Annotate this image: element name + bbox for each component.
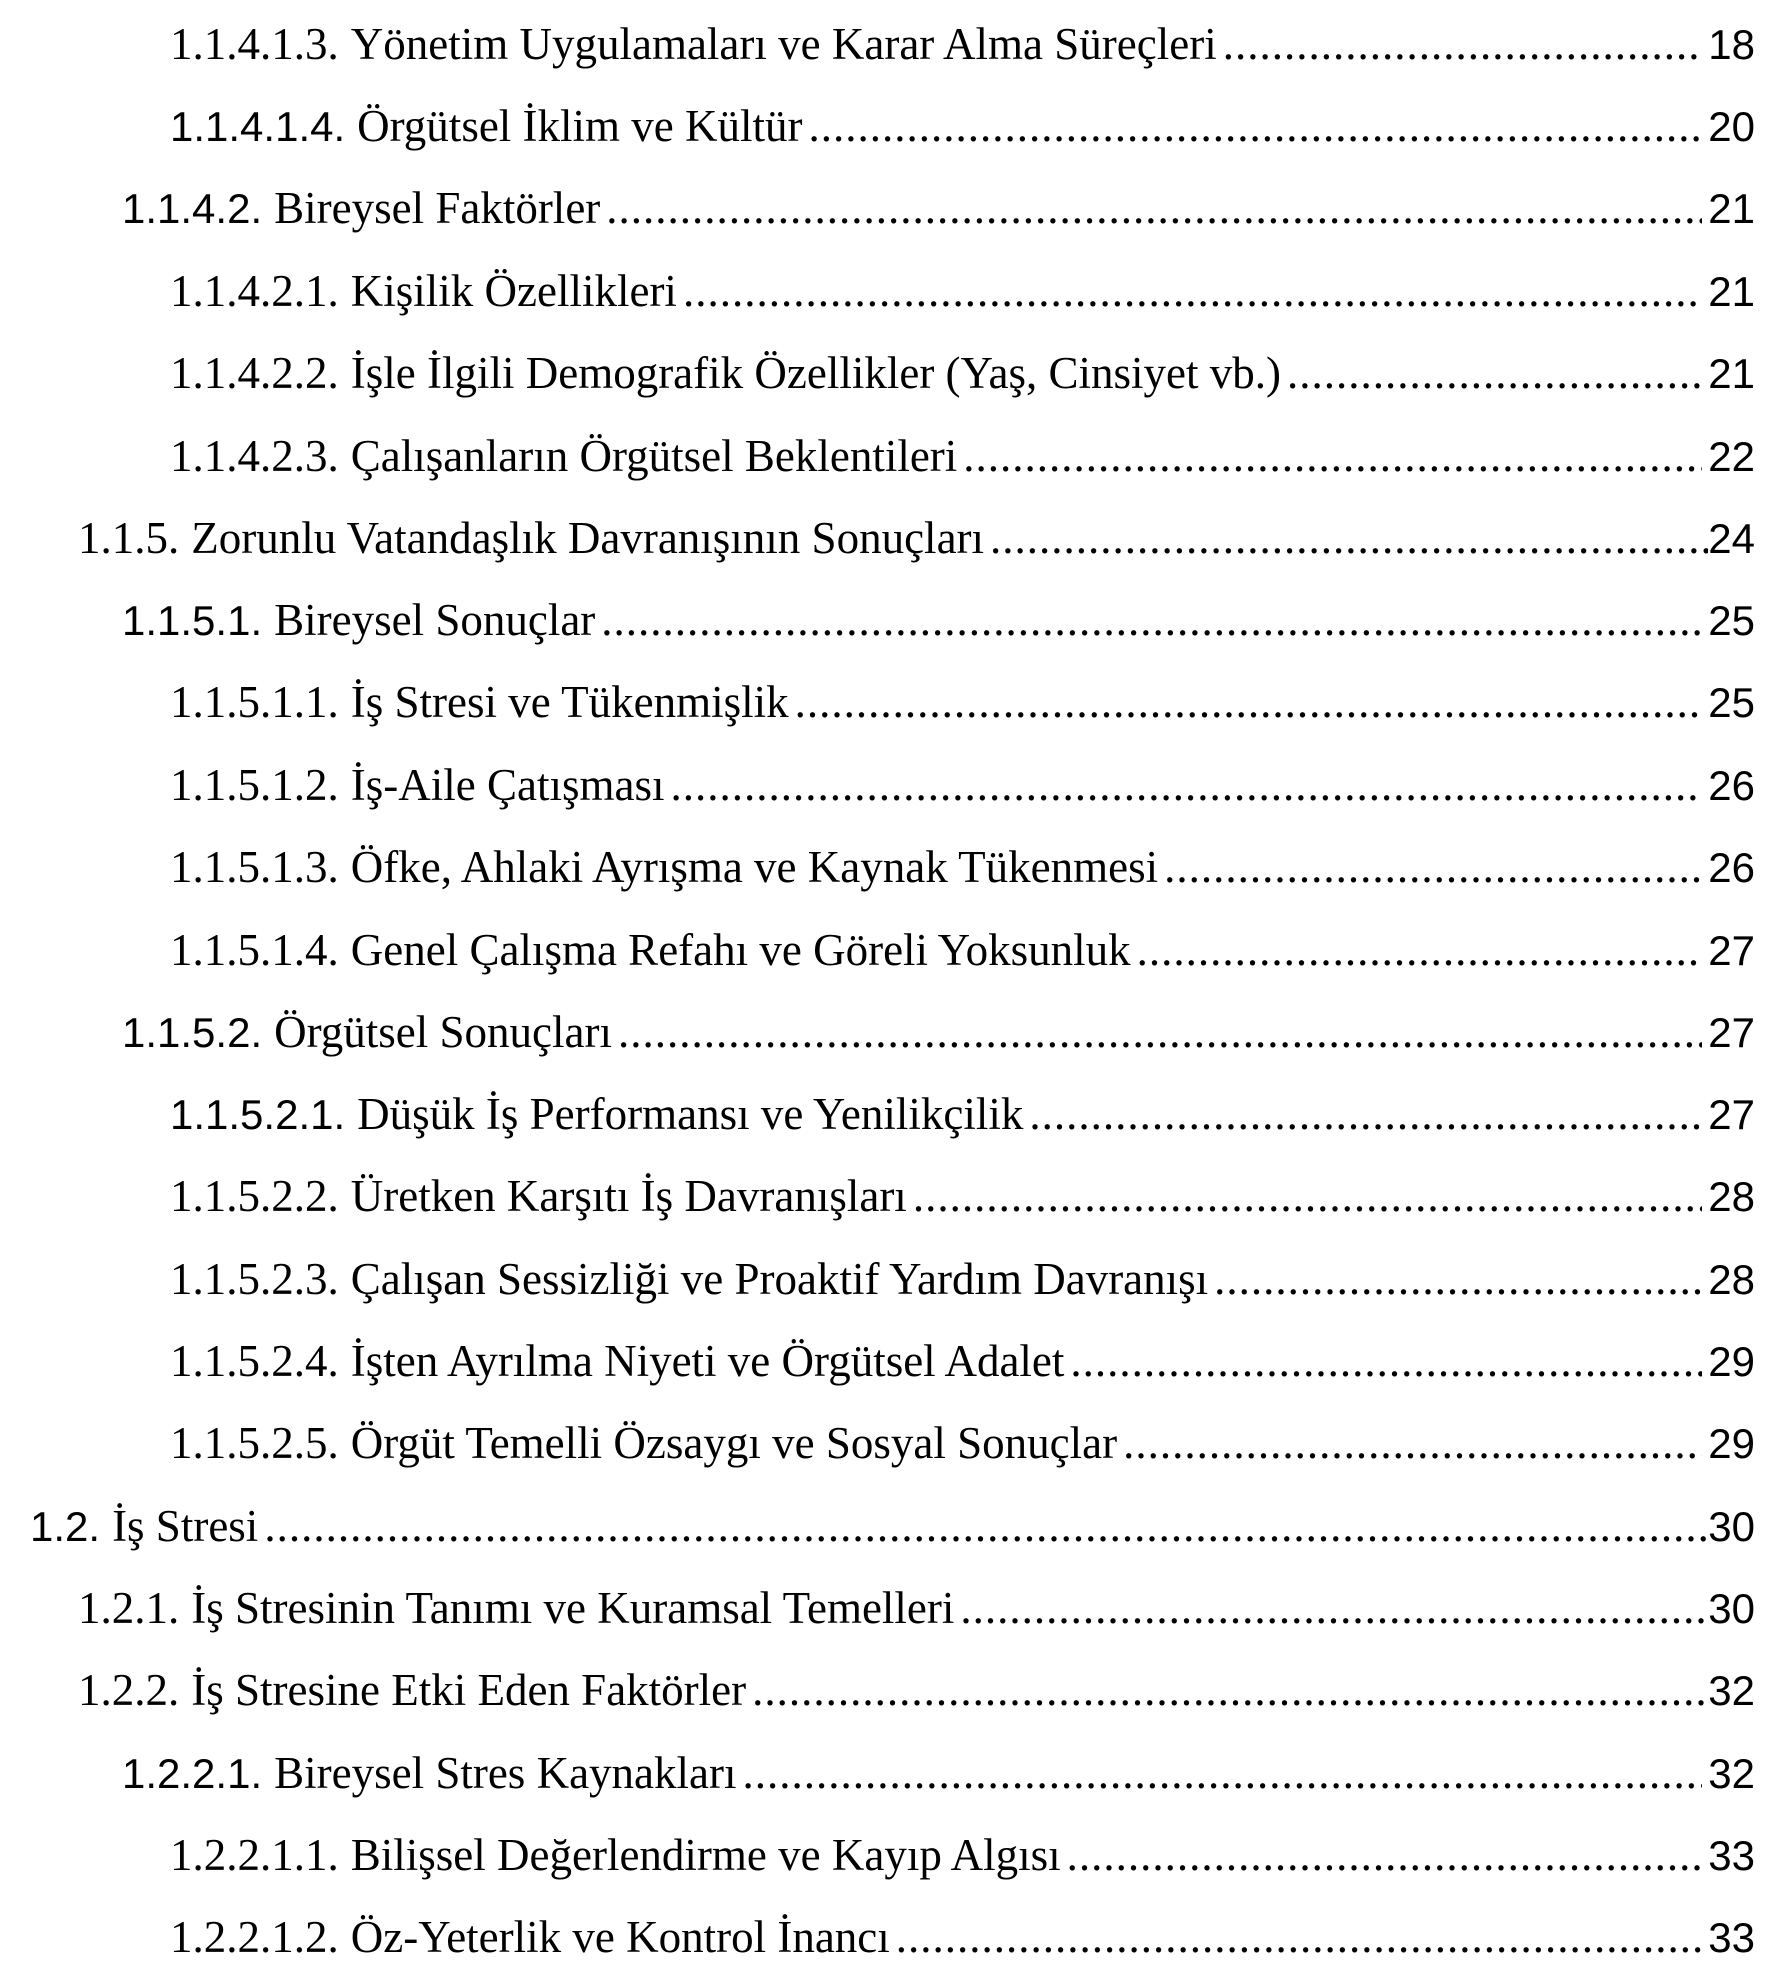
- toc-entry-page: 21: [1708, 268, 1755, 315]
- toc-entry-number: 1.1.4.2.3.: [170, 431, 339, 481]
- toc-entry-page: 30: [1708, 1503, 1755, 1550]
- toc-entry-title: Bireysel Sonuçlar: [274, 595, 596, 645]
- toc-entry-number: 1.2.2.1.: [122, 1750, 263, 1797]
- dot-leader: [1164, 837, 1702, 897]
- toc-entry-page: 25: [1708, 597, 1755, 644]
- toc-entry-page: 33: [1708, 1832, 1755, 1879]
- toc-entry-title: İşle İlgili Demografik Özellikler (Yaş, Cinsiyet vb.): [350, 348, 1282, 398]
- toc-entry-number: 1.1.5.1.: [122, 597, 263, 644]
- dot-leader: [1070, 1331, 1702, 1391]
- toc-entry-number: 1.1.5.1.2.: [170, 760, 339, 810]
- toc-entry-page: 30: [1708, 1585, 1755, 1632]
- toc-entry-page: 27: [1708, 927, 1755, 974]
- toc-entry[interactable]: [122, 1002, 1755, 1062]
- dot-leader: [752, 1660, 1708, 1720]
- toc-entry[interactable]: [170, 1249, 1755, 1309]
- toc-entry-number: 1.1.5.2.: [122, 1009, 263, 1056]
- toc-entry-number: 1.1.5.1.3.: [170, 842, 339, 892]
- toc-entry-number: 1.1.4.2.: [122, 185, 263, 232]
- dot-leader: [683, 261, 1702, 321]
- dot-leader: [1029, 1084, 1702, 1144]
- toc-entry-number: 1.1.5.2.4.: [170, 1336, 339, 1386]
- toc-entry-number: 1.1.5.: [78, 513, 180, 563]
- dot-leader: [601, 590, 1702, 650]
- toc-entry-title: Bireysel Faktörler: [274, 183, 601, 233]
- toc-entry-title: Öz-Yeterlik ve Kontrol İnancı: [350, 1912, 890, 1962]
- toc-entry[interactable]: [122, 1743, 1755, 1803]
- toc-entry[interactable]: [122, 178, 1755, 238]
- toc-entry[interactable]: [170, 1331, 1755, 1391]
- toc-entry-title: Üretken Karşıtı İş Davranışları: [350, 1171, 907, 1221]
- dot-leader: [896, 1907, 1702, 1967]
- dot-leader: [606, 178, 1702, 238]
- toc-entry[interactable]: [30, 1496, 1755, 1556]
- toc-entry-number: 1.2.2.1.2.: [170, 1912, 339, 1962]
- toc-entry-number: 1.2.2.: [78, 1665, 180, 1715]
- toc-entry-page: 20: [1708, 103, 1755, 150]
- toc-entry-number: 1.1.5.1.4.: [170, 925, 339, 975]
- toc-entry-number: 1.1.4.2.2.: [170, 348, 339, 398]
- toc-entry[interactable]: [170, 1907, 1755, 1967]
- toc-entry[interactable]: [122, 590, 1755, 650]
- toc-entry[interactable]: [170, 1084, 1755, 1144]
- toc-entry-number: 1.1.4.2.1.: [170, 266, 339, 316]
- toc-entry-title: Örgütsel İklim ve Kültür: [357, 101, 803, 151]
- dot-leader: [963, 426, 1702, 486]
- toc-entry-page: 29: [1708, 1338, 1755, 1385]
- toc-entry-title: Düşük İş Performansı ve Yenilikçilik: [357, 1089, 1024, 1139]
- toc-entry[interactable]: [170, 672, 1755, 732]
- toc-entry-page: 24: [1708, 515, 1755, 562]
- dot-leader: [913, 1166, 1702, 1226]
- toc-entry-title: Bilişsel Değerlendirme ve Kayıp Algısı: [350, 1830, 1061, 1880]
- toc-entry-page: 28: [1708, 1256, 1755, 1303]
- toc-entry-page: 26: [1708, 762, 1755, 809]
- dot-leader: [1214, 1249, 1702, 1309]
- toc-entry-number: 1.2.: [30, 1503, 101, 1550]
- dot-leader: [618, 1002, 1702, 1062]
- toc-entry-page: 25: [1708, 679, 1755, 726]
- toc-entry[interactable]: [170, 1825, 1755, 1885]
- toc-entry-title: İş-Aile Çatışması: [350, 760, 665, 810]
- toc-entry-page: 27: [1708, 1009, 1755, 1056]
- dot-leader: [809, 96, 1703, 156]
- dot-leader: [1067, 1825, 1703, 1885]
- toc-entry-title: Kişilik Özellikleri: [350, 266, 677, 316]
- toc-entry-number: 1.2.2.1.1.: [170, 1830, 339, 1880]
- toc-entry-page: 22: [1708, 433, 1755, 480]
- toc-entry-title: Çalışan Sessizliği ve Proaktif Yardım Davranışı: [350, 1254, 1209, 1304]
- toc-entry-title: Öfke, Ahlaki Ayrışma ve Kaynak Tükenmesi: [350, 842, 1159, 892]
- dot-leader: [1287, 343, 1702, 403]
- toc-entry-title: İşten Ayrılma Niyeti ve Örgütsel Adalet: [350, 1336, 1065, 1386]
- dot-leader: [264, 1496, 1708, 1556]
- toc-entry-page: 29: [1708, 1420, 1755, 1467]
- toc-entry-page: 32: [1708, 1750, 1755, 1797]
- dot-leader: [670, 755, 1702, 815]
- toc-entry-number: 1.1.4.1.3.: [170, 19, 339, 69]
- toc-entry-title: İş Stresine Etki Eden Faktörler: [191, 1665, 747, 1715]
- toc-entry[interactable]: [170, 14, 1755, 74]
- toc-entry[interactable]: [78, 508, 1755, 568]
- toc-entry-title: İş Stresi: [112, 1501, 259, 1551]
- toc-entry[interactable]: [78, 1660, 1755, 1720]
- toc-entry-title: Örgütsel Sonuçları: [274, 1007, 612, 1057]
- dot-leader: [795, 672, 1703, 732]
- toc-entry-title: Örgüt Temelli Özsaygı ve Sosyal Sonuçlar: [350, 1418, 1118, 1468]
- toc-entry-page: 32: [1708, 1667, 1755, 1714]
- toc-entry-number: 1.1.5.2.5.: [170, 1418, 339, 1468]
- toc-entry[interactable]: [170, 837, 1755, 897]
- toc-entry[interactable]: [78, 1578, 1755, 1638]
- toc-entry[interactable]: [170, 426, 1755, 486]
- toc-entry[interactable]: [170, 920, 1755, 980]
- toc-entry[interactable]: [170, 261, 1755, 321]
- toc-entry-title: İş Stresinin Tanımı ve Kuramsal Temelleri: [191, 1583, 955, 1633]
- toc-entry-title: Çalışanların Örgütsel Beklentileri: [350, 431, 958, 481]
- dot-leader: [960, 1578, 1708, 1638]
- toc-entry-page: 27: [1708, 1091, 1755, 1138]
- toc-entry-page: 21: [1708, 185, 1755, 232]
- dot-leader: [990, 508, 1708, 568]
- toc-entry-title: İş Stresi ve Tükenmişlik: [350, 677, 789, 727]
- toc-entry[interactable]: [170, 96, 1755, 156]
- toc-entry-page: 21: [1708, 350, 1755, 397]
- toc-entry[interactable]: [170, 343, 1755, 403]
- dot-leader: [1223, 14, 1703, 74]
- toc-entry-number: 1.1.5.2.1.: [170, 1091, 346, 1138]
- dot-leader: [742, 1743, 1702, 1803]
- toc-entry-title: Bireysel Stres Kaynakları: [274, 1748, 737, 1798]
- toc-entry-number: 1.1.5.2.2.: [170, 1171, 339, 1221]
- toc-entry-title: Genel Çalışma Refahı ve Göreli Yoksunluk: [350, 925, 1131, 975]
- toc-entry-page: 28: [1708, 1173, 1755, 1220]
- toc-entry[interactable]: [170, 1413, 1755, 1473]
- toc-entry[interactable]: [170, 755, 1755, 815]
- toc-entry-page: 33: [1708, 1914, 1755, 1961]
- toc-entry-number: 1.1.5.1.1.: [170, 677, 339, 727]
- toc-entry-number: 1.1.4.1.4.: [170, 103, 346, 150]
- toc-entry[interactable]: [170, 1166, 1755, 1226]
- toc-entry-title: Zorunlu Vatandaşlık Davranışının Sonuçları: [191, 513, 985, 563]
- toc-entry-number: 1.2.1.: [78, 1583, 180, 1633]
- toc-entry-title: Yönetim Uygulamaları ve Karar Alma Süreçleri: [350, 19, 1217, 69]
- toc-entry-number: 1.1.5.2.3.: [170, 1254, 339, 1304]
- dot-leader: [1123, 1413, 1702, 1473]
- dot-leader: [1137, 920, 1703, 980]
- toc-entry-page: 26: [1708, 844, 1755, 891]
- toc-entry-page: 18: [1708, 21, 1755, 68]
